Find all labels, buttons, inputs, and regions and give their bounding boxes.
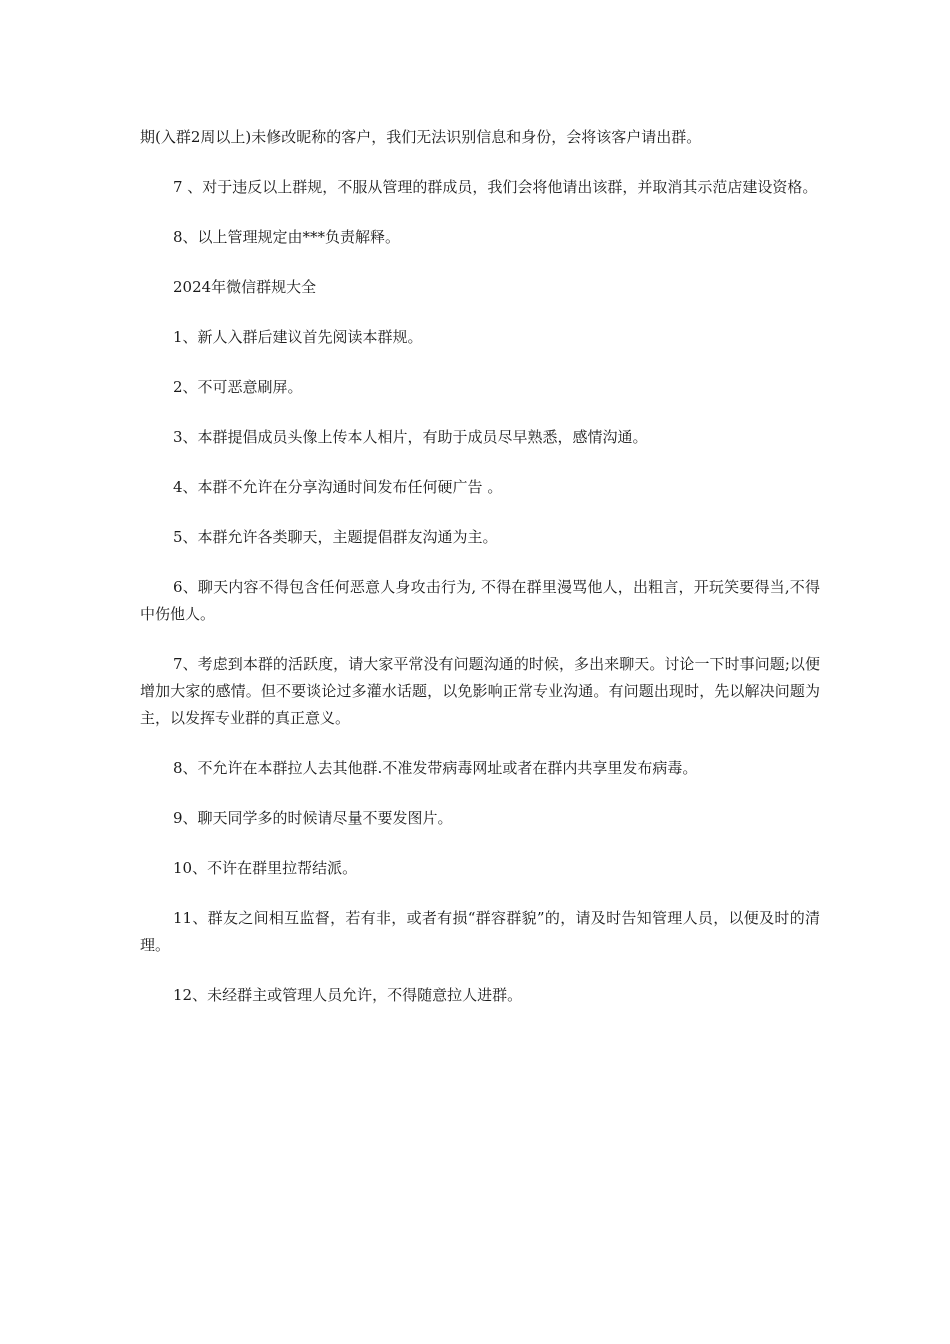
- list-item: 8、不允许在本群拉人去其他群.不准发带病毒网址或者在群内共享里发布病毒。: [173, 759, 698, 777]
- list-item: 2、不可恶意刷屏。: [173, 378, 303, 396]
- paragraph-rule-7: 7 、对于违反以上群规，不服从管理的群成员，我们会将他请出该群，并取消其示范店建设资格。: [173, 178, 818, 196]
- list-item: 11、群友之间相互监督，若有非，或者有损“群容群貌”的，请及时告知管理人员，以便及时的清理。: [140, 909, 820, 954]
- paragraph-rule-8: 8、以上管理规定由***负责解释。: [173, 228, 401, 246]
- list-item: 1、新人入群后建议首先阅读本群规。: [173, 328, 423, 346]
- section-heading: 2024年微信群规大全: [173, 278, 317, 296]
- list-item: 7、考虑到本群的活跃度，请大家平常没有问题沟通的时候，多出来聊天。讨论一下时事问题;以便增加大家的感情。但不要谈论过多灌水话题，以免影响正常专业沟通。有问题出现时，先以解决问题为主，以发挥专业群的真正意义。: [140, 655, 820, 727]
- list-item: 12、未经群主或管理人员允许，不得随意拉人进群。: [173, 986, 523, 1004]
- list-item: 3、本群提倡成员头像上传本人相片，有助于成员尽早熟悉，感情沟通。: [173, 428, 648, 446]
- document-body: [140, 124, 820, 1032]
- list-item: 9、聊天同学多的时候请尽量不要发图片。: [173, 809, 453, 827]
- list-item: 10、不许在群里拉帮结派。: [173, 859, 358, 877]
- list-item: 6、聊天内容不得包含任何恶意人身攻击行为, 不得在群里漫骂他人，出粗言，开玩笑要得当,不得中伤他人。: [140, 578, 820, 623]
- paragraph-continuation: 期(入群2周以上)未修改昵称的客户，我们无法识别信息和身份，会将该客户请出群。: [140, 128, 702, 146]
- list-item: 4、本群不允许在分享沟通时间发布任何硬广告 。: [173, 478, 503, 496]
- list-item: 5、本群允许各类聊天，主题提倡群友沟通为主。: [173, 528, 498, 546]
